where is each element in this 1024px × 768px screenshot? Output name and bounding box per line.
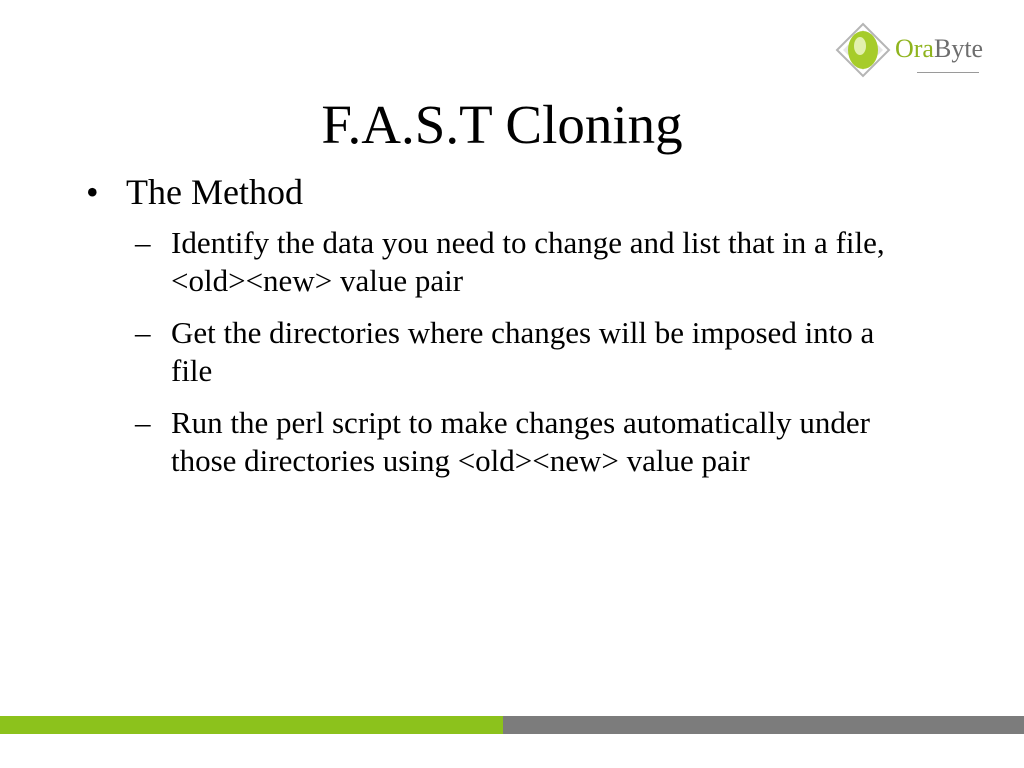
- bullet-dot-icon: •: [86, 172, 99, 212]
- logo-text-byte: Byte: [933, 34, 984, 63]
- sub-bullet-text: Run the perl script to make changes automatically under those directories using <old><new> value pair: [171, 405, 870, 478]
- sub-bullet-list: [135, 224, 906, 480]
- slide-title: F.A.S.T Cloning: [321, 94, 683, 155]
- sub-bullet: [135, 224, 906, 300]
- logo-wordmark: [895, 34, 983, 64]
- logo-mark-icon: [835, 22, 891, 78]
- logo-text-ora: Ora: [895, 34, 934, 63]
- dash-icon: –: [135, 405, 151, 440]
- sub-bullet: [135, 404, 906, 480]
- logo-underline: [917, 72, 979, 73]
- slide-body: [86, 170, 906, 494]
- dash-icon: –: [135, 225, 151, 260]
- footer-bar-gray: [503, 716, 1024, 734]
- bullet-main: [86, 170, 906, 214]
- sub-bullet: [135, 314, 906, 390]
- bullet-main-text: The Method: [126, 172, 303, 212]
- footer-bar-green: [0, 716, 503, 734]
- sub-bullet-text: Get the directories where changes will be imposed into a file: [171, 315, 875, 388]
- sub-bullet-text: Identify the data you need to change and list that in a file,<old><new> value pair: [171, 225, 885, 298]
- dash-icon: –: [135, 315, 151, 350]
